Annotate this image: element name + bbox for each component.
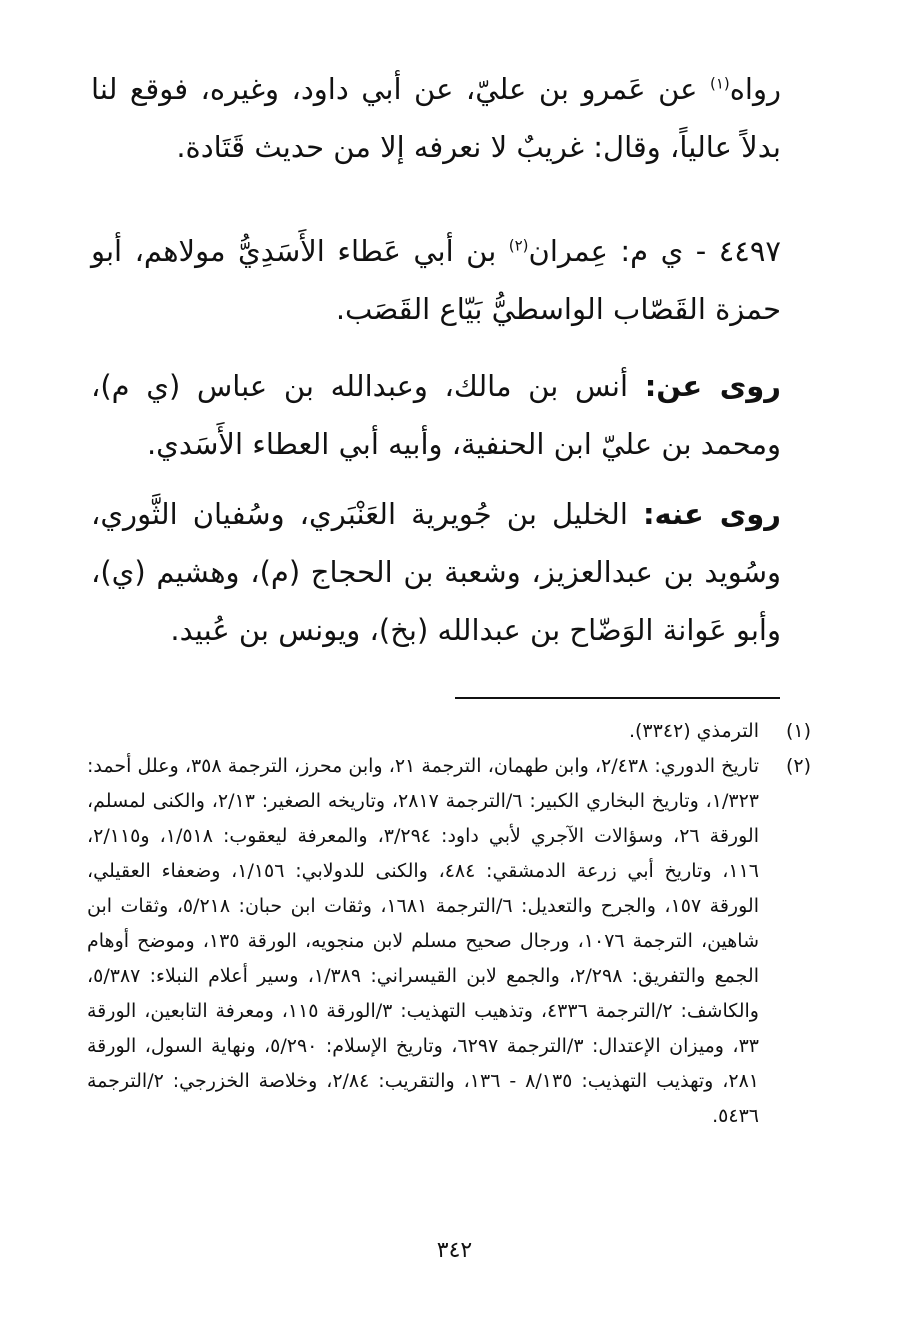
entry-name-rest: بن أبي عَطاء الأَسَدِيُّ مولاهم، أبو حمزة القَصّاب الواسطيُّ بَيّاع القَصَب. [91,234,781,326]
footnote-text: تاريخ الدوري: ٢/٤٣٨، وابن طهمان، الترجمة ٢١، وابن محرز، الترجمة ٣٥٨، وعلل أحمد: ١/٣٢٣، وتاريخ البخاري الكبير: ٦/الترجمة ٢٨١٧، وتاريخه الصغير: ٢/١٣، والكنى لمسلم، الورقة ٢٦، وسؤالات الآجري لأبي داود: ٣/٢٩٤، والمعرفة ليعقوب: ١/٥١٨، و٢/١١٥، ١١٦، وتاريخ أبي زرعة الدمشقي: ٤٨٤، والكنى للدولابي: ١/١٥٦، وضعفاء العقيلي، الورقة ١٥٧، والجرح والتعديل: ٦/الترجمة ١٦٨١، وثقات ابن حبان: ٥/٢١٨، وثقات ابن شاهين، الترجمة ١٠٧٦، ورجال صحيح مسلم لابن منجويه، الورقة ١٣٥، وموضح أوهام الجمع والتفريق: ٢/٢٩٨، والجمع لابن القيسراني: ١/٣٨٩، وسير أعلام النبلاء: ٥/٣٨٧، والكاشف: ٢/الترجمة ٤٣٣٦، وتذهيب التهذيب: ٣/الورقة ١١٥، ومعرفة التابعين، الورقة ٣٣، وميزان الإعتدال: ٣/الترجمة ٦٢٩٧، وتاريخ الإسلام: ٥/٢٩٠، ونهاية السول، الورقة ٢٨١، وتهذيب التهذيب: ٨/١٣٥ - ١٣٦، والتقريب: ٢/٨٤، وخلاصة الخزرجي: ٢/الترجمة ٥٤٣٦. [87,755,760,1127]
narrated-from-label: روى عن: [644,369,781,403]
narrated-from-text: أنس بن مالك، وعبدالله بن عباس (ي م)، ومحمد بن عليّ ابن الحنفية، وأبيه أبي العطاء الأَسَدي. [91,369,781,461]
footnote-1 [87,714,811,749]
narrated-by-label: روى عنه: [642,497,781,531]
hadith-narration-paragraph [91,60,781,176]
entry-number-and-name: ٤٤٩٧ - ي م: عِمران [528,234,781,268]
footnote-text: الترمذي (٣٣٤٢). [628,720,759,742]
footnote-divider [455,697,780,699]
narrated-from-paragraph [91,357,781,473]
footnote-ref-1: (١) [709,74,730,93]
narration-text-rest: عن عَمرو بن عليّ، عن أبي داود، وغيره، فوقع لنا بدلاً عالياً، وقال: غريبٌ لا نعرفه إلا من حديث قَتَادة. [91,72,781,164]
footnote-number: (٢) [785,755,811,777]
footnote-ref-2: (٢) [508,236,529,255]
narration-text-start: رواه [729,72,781,106]
footnote-2 [87,749,811,1134]
footnote-number: (١) [785,720,811,742]
footnotes-section [87,714,811,1134]
biography-entry-heading [91,222,781,338]
narrated-by-text: الخليل بن جُويرية العَنْبَري، وسُفيان الثَّوري، وسُويد بن عبدالعزيز، وشعبة بن الحجاج (م)، وهشيم (ي)، وأبو عَوانة الوَضّاح بن عبدالله (بخ)، ويونس بن عُبيد. [91,497,781,647]
narrated-by-paragraph [91,485,781,659]
page-number: ٣٤٢ [436,1238,473,1263]
